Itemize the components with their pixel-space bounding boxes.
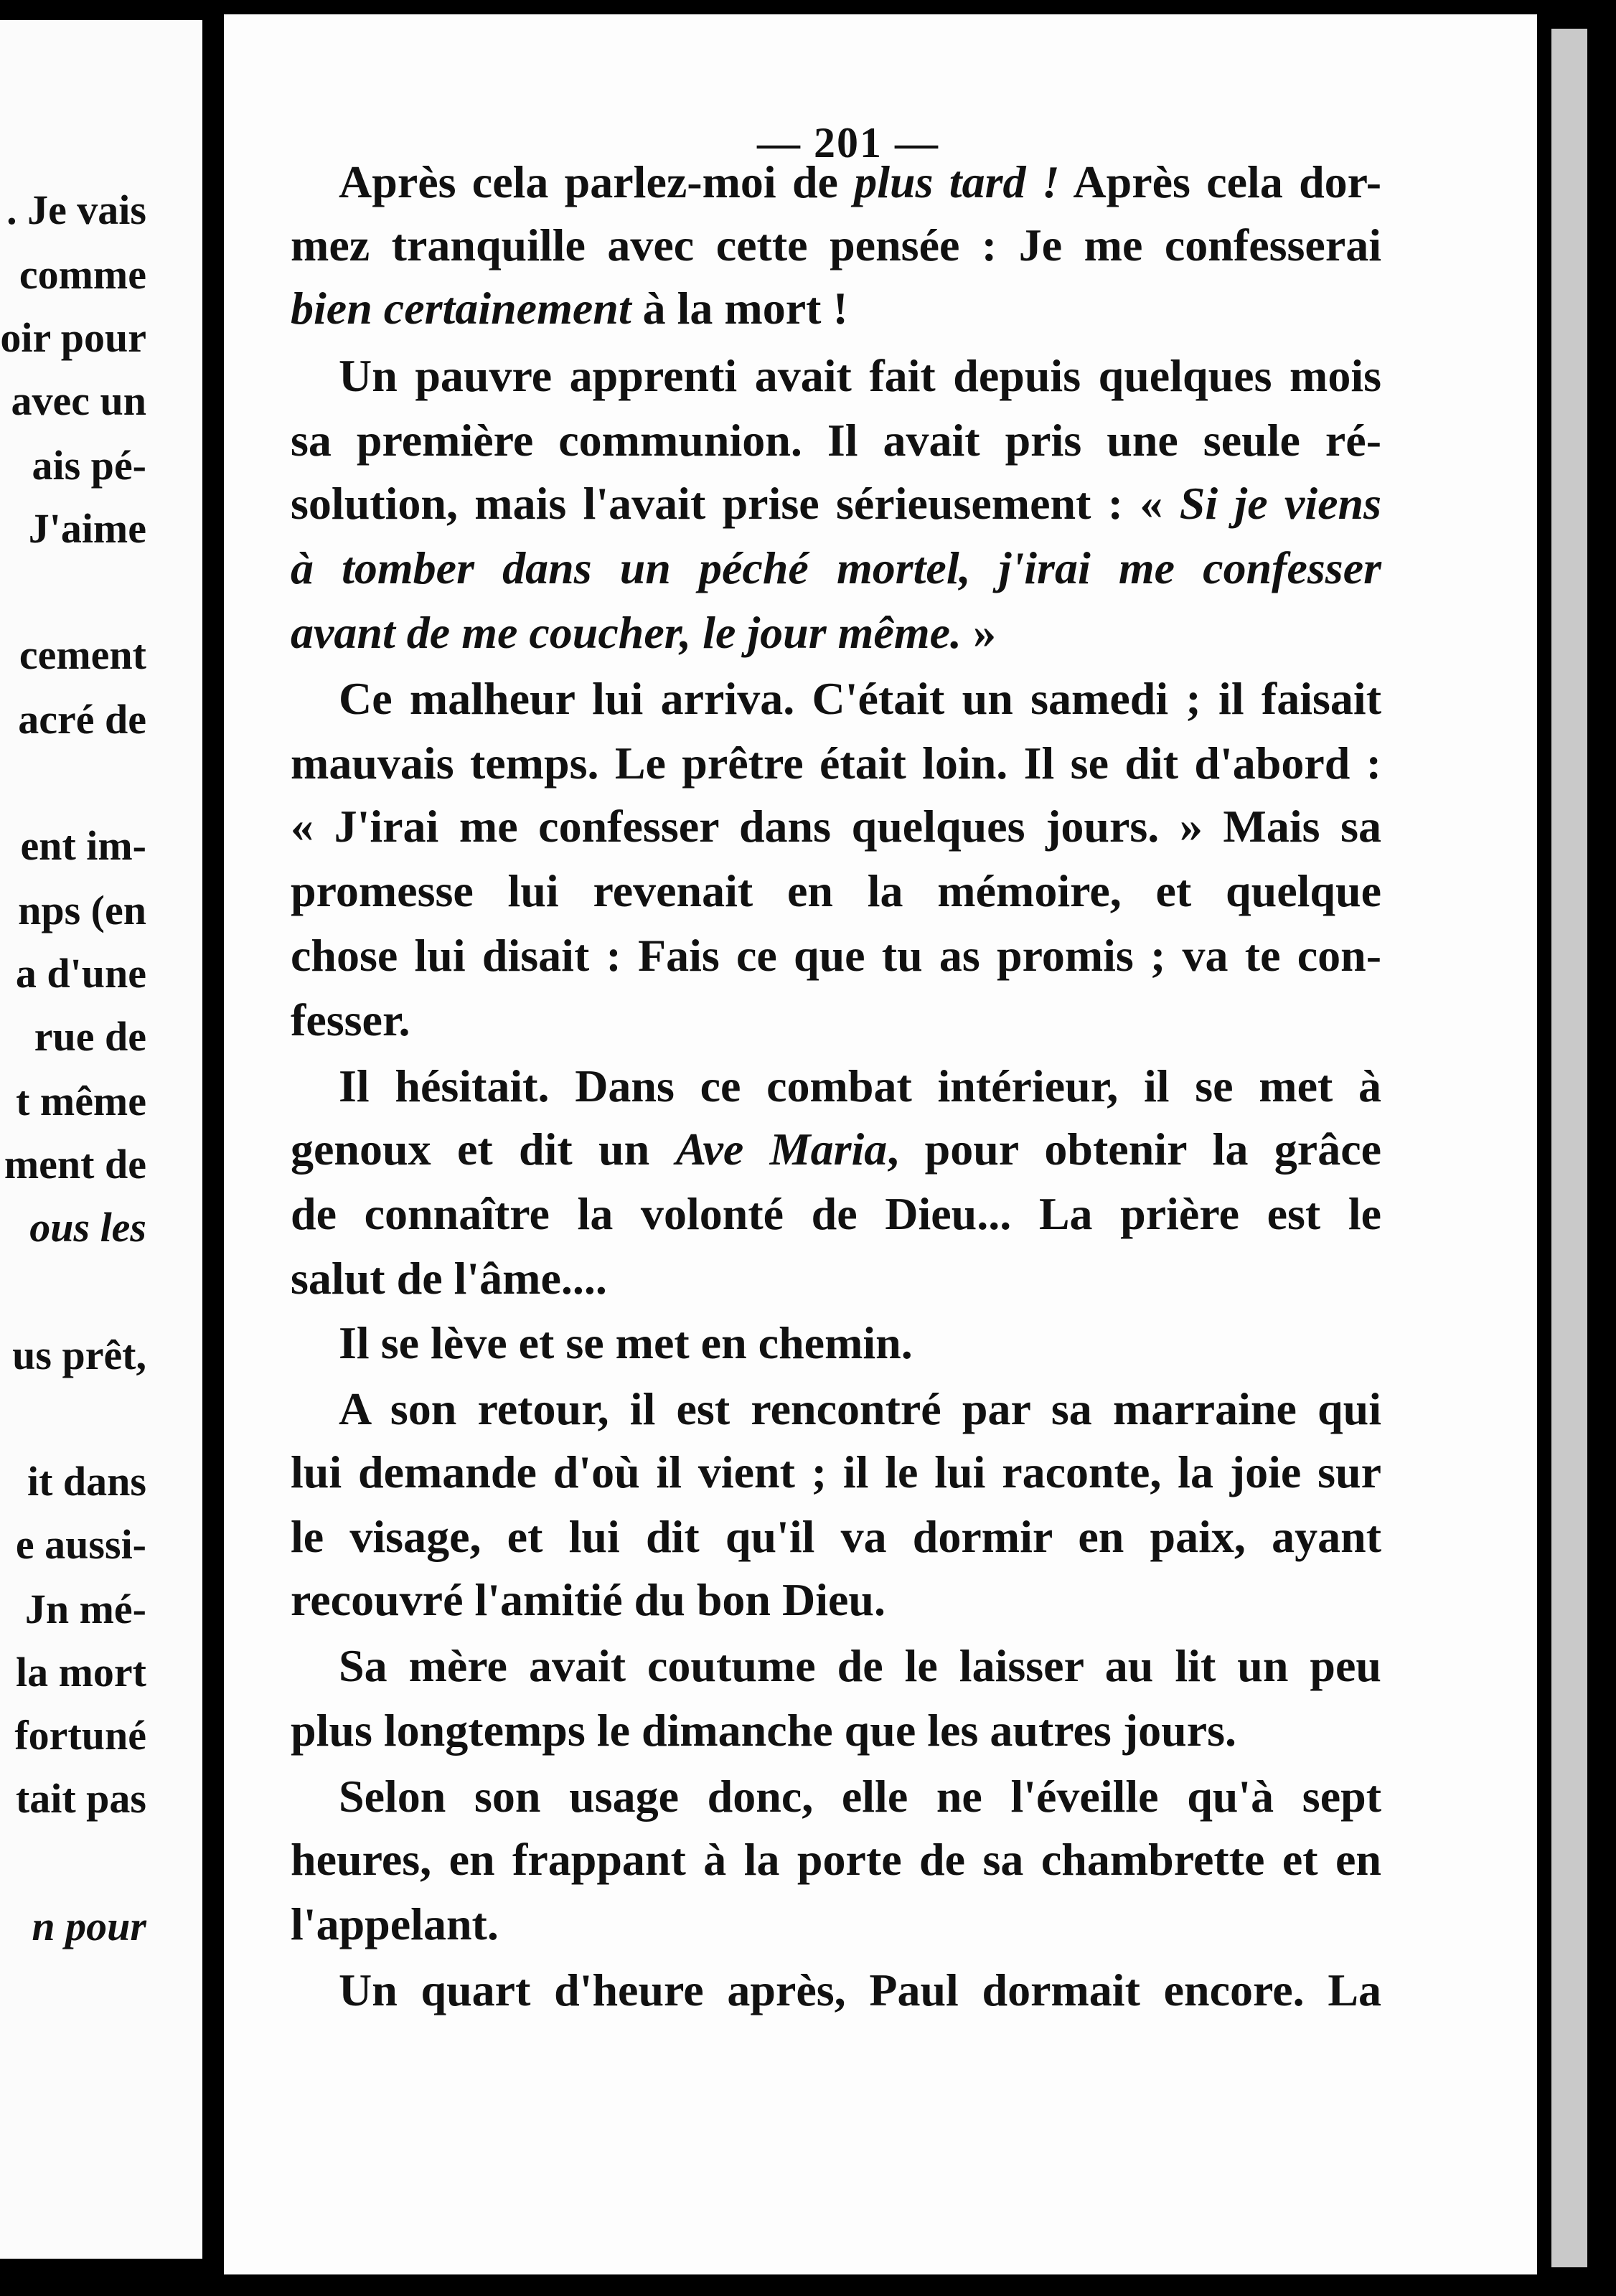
facing-page-line: ment de bbox=[4, 1141, 146, 1187]
book-gutter bbox=[202, 0, 224, 2296]
text-segment: Un pauvre apprenti avait fait depuis quelques mois bbox=[339, 350, 1381, 401]
text-line bbox=[291, 1705, 1381, 1756]
facing-page-line: J'aime bbox=[28, 505, 146, 552]
text-segment: à la mort ! bbox=[631, 283, 848, 334]
text-line bbox=[339, 1967, 1381, 2013]
text-line bbox=[291, 542, 1381, 593]
text-line bbox=[291, 738, 1381, 789]
italic-text: avant de me coucher, le jour même. bbox=[291, 607, 962, 658]
text-line bbox=[291, 1446, 1381, 1497]
text-segment: de connaître la volonté de Dieu... La prière est le bbox=[291, 1188, 1381, 1239]
text-line bbox=[291, 994, 1381, 1045]
text-segment: solution, mais l'avait prise sérieusement : « bbox=[291, 478, 1180, 529]
facing-page-fragment bbox=[0, 20, 202, 2259]
text-segment: Selon son usage donc, elle ne l'éveille qu'à sept bbox=[339, 1771, 1381, 1822]
facing-page-line: ous les bbox=[29, 1204, 146, 1251]
italic-text: Ave Maria bbox=[675, 1124, 888, 1175]
text-segment: , pour obtenir la grâce bbox=[887, 1124, 1381, 1175]
text-line bbox=[291, 1188, 1381, 1239]
text-segment: mez tranquille avec cette pensée : Je me confesserai bbox=[291, 220, 1381, 270]
text-line bbox=[291, 1124, 1381, 1175]
facing-page-line: avec un bbox=[11, 377, 146, 424]
text-segment: Après cela dor- bbox=[1059, 156, 1382, 207]
text-line bbox=[291, 607, 1381, 658]
text-segment: mauvais temps. Le prêtre était loin. Il se dit d'abord : bbox=[291, 738, 1381, 789]
text-segment: le visage, et lui dit qu'il va dormir en paix, ayant bbox=[291, 1511, 1381, 1562]
text-segment: A son retour, il est rencontré par sa marraine qui bbox=[339, 1383, 1381, 1434]
text-segment: lui demande d'où il vient ; il le lui raconte, la joie sur bbox=[291, 1446, 1381, 1497]
text-line bbox=[291, 1574, 1381, 1625]
text-line bbox=[291, 1253, 1381, 1304]
page-edge bbox=[1537, 0, 1616, 2296]
text-line bbox=[339, 350, 1381, 401]
text-segment: Ce malheur lui arriva. C'était un samedi ; il faisait bbox=[339, 673, 1381, 724]
text-segment: Il hésitait. Dans ce combat intérieur, il se met à bbox=[339, 1060, 1381, 1111]
facing-page-line: fortuné bbox=[14, 1712, 146, 1759]
facing-page-line: nps (en bbox=[18, 887, 146, 933]
page-number: — 201 — bbox=[757, 119, 939, 166]
text-line bbox=[339, 156, 1382, 207]
facing-page-line: . Je vais bbox=[6, 187, 146, 233]
text-line bbox=[291, 478, 1382, 529]
text-line bbox=[291, 1834, 1381, 1885]
text-segment: Il se lève et se met en chemin. bbox=[339, 1317, 913, 1368]
text-line bbox=[291, 801, 1381, 852]
text-line bbox=[291, 865, 1381, 916]
text-line bbox=[291, 930, 1381, 981]
text-line bbox=[339, 1060, 1381, 1111]
facing-page-line: us prêt, bbox=[12, 1332, 146, 1378]
facing-page-line: it dans bbox=[27, 1458, 146, 1505]
text-line bbox=[291, 222, 1381, 268]
facing-page-line: tait pas bbox=[15, 1775, 146, 1822]
text-segment: » bbox=[962, 607, 996, 658]
facing-page-line: e aussi- bbox=[15, 1521, 146, 1568]
text-segment: salut de l'âme.... bbox=[291, 1253, 607, 1304]
facing-page-line: Jn mé- bbox=[24, 1586, 146, 1632]
text-segment: chose lui disait : Fais ce que tu as promis ; va te con- bbox=[291, 930, 1381, 981]
facing-page-line: la mort bbox=[16, 1649, 146, 1695]
facing-page-line: acré de bbox=[18, 696, 146, 743]
facing-page-line: n pour bbox=[32, 1903, 146, 1949]
facing-page-line: ais pé- bbox=[32, 442, 146, 489]
facing-page-line: cement bbox=[19, 631, 146, 678]
text-segment: Un quart d'heure après, Paul dormait encore. La bbox=[339, 1965, 1381, 2015]
text-line bbox=[291, 1511, 1381, 1562]
book-page bbox=[224, 14, 1537, 2274]
text-segment: fesser. bbox=[291, 994, 410, 1045]
italic-text: Si je viens bbox=[1179, 478, 1382, 529]
italic-text: bien certainement bbox=[291, 283, 631, 334]
text-segment: genoux et dit un bbox=[291, 1124, 676, 1175]
text-segment: plus longtemps le dimanche que les autres jours. bbox=[291, 1705, 1237, 1756]
text-line bbox=[291, 1901, 1381, 1947]
text-line bbox=[291, 283, 1381, 334]
italic-text: plus tard ! bbox=[854, 156, 1060, 207]
text-line bbox=[339, 1317, 1381, 1368]
text-line bbox=[339, 1383, 1381, 1434]
text-line bbox=[291, 415, 1381, 466]
italic-text: à tomber dans un péché mortel, j'irai me confesser bbox=[291, 542, 1381, 593]
text-segment: recouvré l'amitié du bon Dieu. bbox=[291, 1574, 885, 1625]
text-segment: Après cela parlez-moi de bbox=[339, 156, 855, 207]
facing-page-line: comme bbox=[19, 251, 146, 298]
text-segment: l'appelant. bbox=[291, 1899, 499, 1949]
text-segment: Sa mère avait coutume de le laisser au lit un peu bbox=[339, 1640, 1381, 1691]
text-segment: heures, en frappant à la porte de sa chambrette et en bbox=[291, 1834, 1381, 1885]
text-line bbox=[339, 1640, 1381, 1691]
facing-page-line: t même bbox=[16, 1078, 146, 1124]
facing-page-line: a d'une bbox=[15, 950, 146, 997]
text-segment: sa première communion. Il avait pris une seule ré- bbox=[291, 415, 1381, 466]
facing-page-line: oir pour bbox=[0, 314, 146, 361]
text-line bbox=[339, 673, 1381, 724]
text-segment: « J'irai me confesser dans quelques jours. » Mais sa bbox=[291, 801, 1381, 852]
facing-page-line: ent im- bbox=[20, 822, 146, 869]
text-line bbox=[339, 1771, 1381, 1822]
page-edge-strip bbox=[1551, 29, 1587, 2267]
text-segment: promesse lui revenait en la mémoire, et quelque bbox=[291, 865, 1381, 916]
facing-page-line: rue de bbox=[34, 1013, 146, 1060]
